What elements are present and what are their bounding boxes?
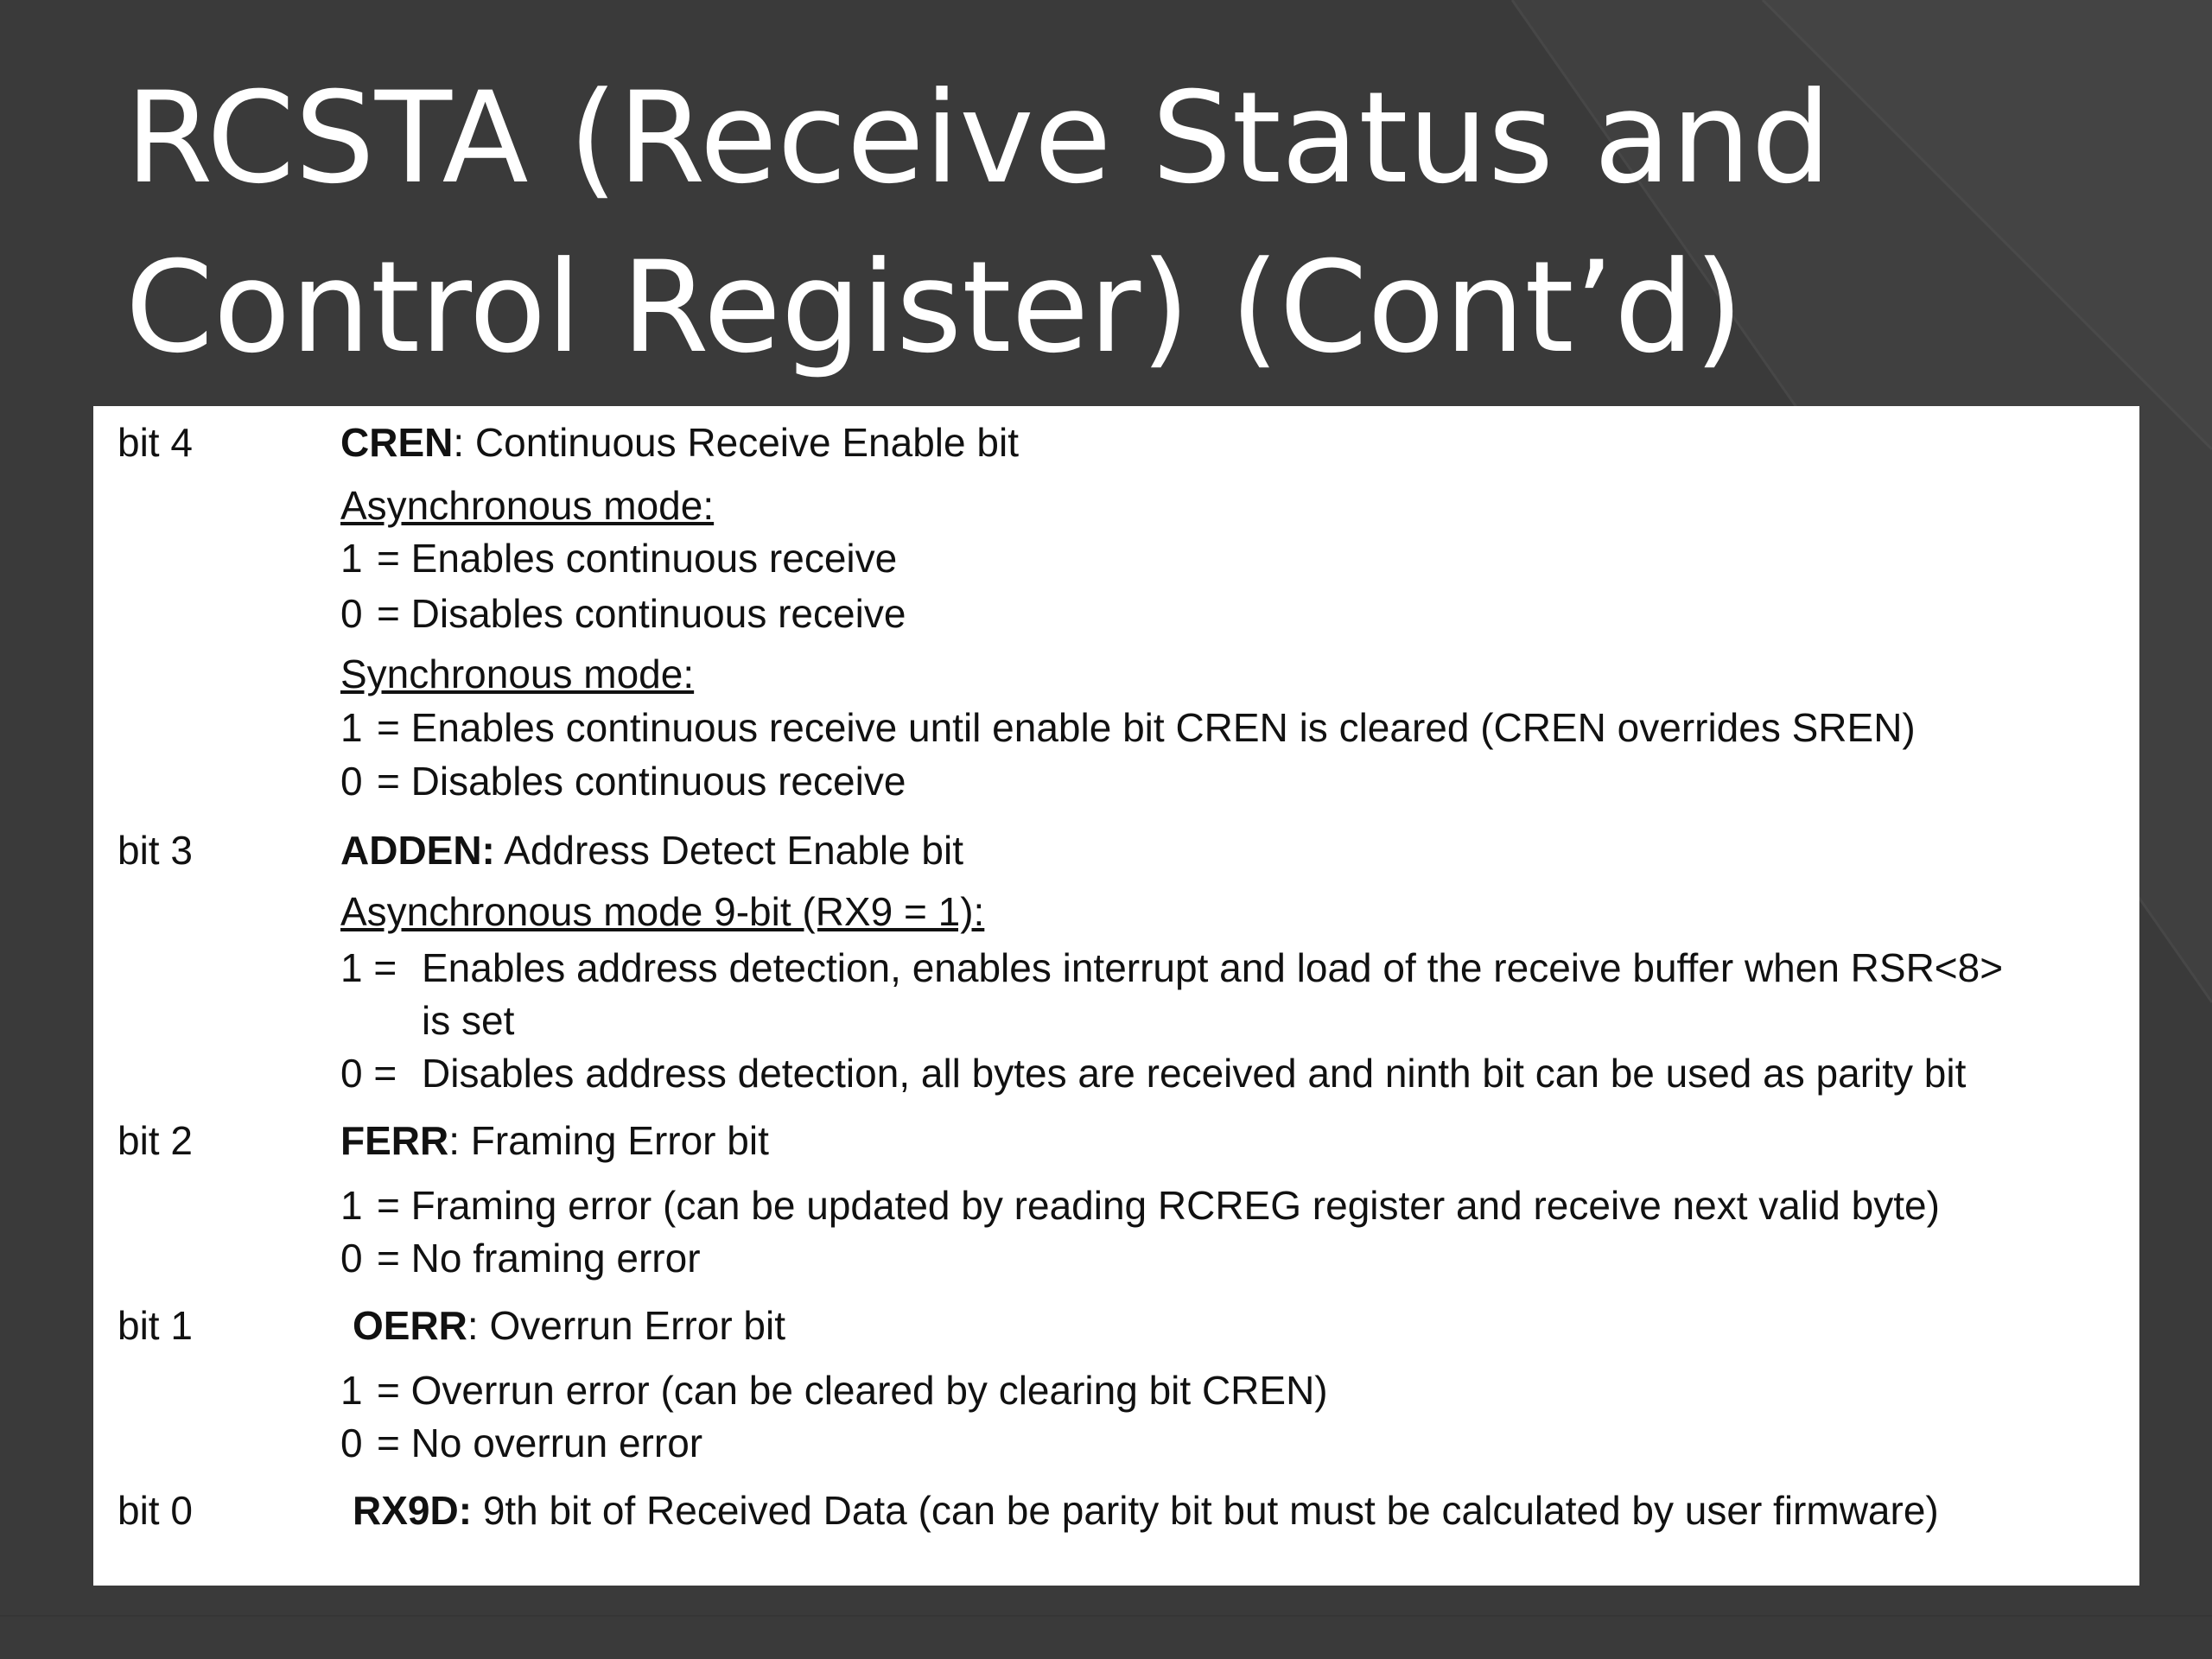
sync-mode-heading: Synchronous mode: bbox=[340, 652, 695, 696]
value-key: 0 bbox=[340, 1236, 363, 1281]
value-line bbox=[340, 755, 906, 808]
field-heading bbox=[353, 1484, 1939, 1537]
field-name: RX9D: bbox=[353, 1488, 473, 1533]
value-key: 1 bbox=[340, 1183, 363, 1228]
field-sep bbox=[495, 828, 504, 873]
value-key: 1 bbox=[340, 536, 363, 581]
field-sep bbox=[472, 1488, 483, 1533]
value-text: = No overrun error bbox=[377, 1421, 703, 1465]
field-sep: : bbox=[467, 1303, 490, 1348]
async-mode-heading: Asynchronous mode: bbox=[340, 483, 715, 528]
value-line bbox=[340, 702, 1916, 754]
value-line bbox=[340, 1047, 1966, 1100]
value-key: 1 = bbox=[340, 945, 397, 990]
value-text: Enables address detection, enables interrupt and load of the receive buffer when RSR<8> bbox=[422, 945, 2004, 990]
value-text: = Disables continuous receive bbox=[377, 759, 906, 804]
field-name: ADDEN: bbox=[340, 828, 495, 873]
value-text: = No framing error bbox=[377, 1236, 701, 1281]
slide-title bbox=[125, 54, 2026, 392]
slide-title-line1: RCSTA (Receive Status and bbox=[125, 65, 1832, 212]
field-description: Address Detect Enable bit bbox=[504, 828, 963, 873]
value-text: is set bbox=[422, 998, 515, 1043]
bit-label: bit 0 bbox=[118, 1488, 193, 1533]
field-description: 9th bit of Received Data (can be parity bit but must be calculated by user firmware) bbox=[482, 1488, 1939, 1533]
field-heading bbox=[340, 824, 963, 877]
value-key: 0 bbox=[340, 1421, 363, 1465]
field-heading bbox=[340, 1115, 769, 1167]
field-heading bbox=[353, 1300, 785, 1352]
bit-label: bit 4 bbox=[118, 420, 193, 465]
slide-title-line2: Control Register) (Cont’d) bbox=[125, 234, 1744, 381]
value-key: 1 bbox=[340, 705, 363, 750]
field-name: CREN bbox=[340, 420, 454, 465]
value-text: = Overrun error (can be cleared by clearing bit CREN) bbox=[377, 1368, 1328, 1413]
bit-label: bit 2 bbox=[118, 1118, 193, 1163]
value-text: = Disables continuous receive bbox=[377, 591, 906, 636]
bit-label: bit 3 bbox=[118, 828, 193, 873]
value-key: 0 = bbox=[340, 1051, 397, 1096]
value-line bbox=[340, 1232, 701, 1285]
value-text: = Enables continuous receive bbox=[377, 536, 898, 581]
value-key: 0 bbox=[340, 591, 363, 636]
field-heading bbox=[340, 416, 1019, 469]
value-text: = Enables continuous receive until enable bit CREN is cleared (CREN overrides SREN) bbox=[377, 705, 1916, 750]
value-text: Disables address detection, all bytes are received and ninth bit can be used as parity bit bbox=[422, 1051, 1967, 1096]
bit-label: bit 1 bbox=[118, 1303, 193, 1348]
value-line-continued bbox=[340, 995, 514, 1047]
field-description: Framing Error bit bbox=[470, 1118, 769, 1163]
value-line bbox=[340, 1364, 1328, 1417]
value-key: 0 bbox=[340, 759, 363, 804]
field-description: Overrun Error bit bbox=[489, 1303, 785, 1348]
value-line bbox=[340, 532, 897, 585]
async-9bit-mode-heading: Asynchronous mode 9-bit (RX9 = 1): bbox=[340, 889, 985, 934]
value-line bbox=[340, 942, 2003, 995]
value-line bbox=[340, 1417, 702, 1470]
field-sep: : bbox=[453, 420, 475, 465]
value-line bbox=[340, 588, 906, 640]
field-name: FERR bbox=[340, 1118, 449, 1163]
field-name: OERR bbox=[353, 1303, 467, 1348]
field-description: Continuous Receive Enable bit bbox=[474, 420, 1019, 465]
register-description-panel bbox=[93, 406, 2139, 1586]
value-key: 1 bbox=[340, 1368, 363, 1413]
value-text: = Framing error (can be updated by reading RCREG register and receive next valid byte) bbox=[377, 1183, 1940, 1228]
value-line bbox=[340, 1179, 1940, 1232]
field-sep: : bbox=[448, 1118, 471, 1163]
